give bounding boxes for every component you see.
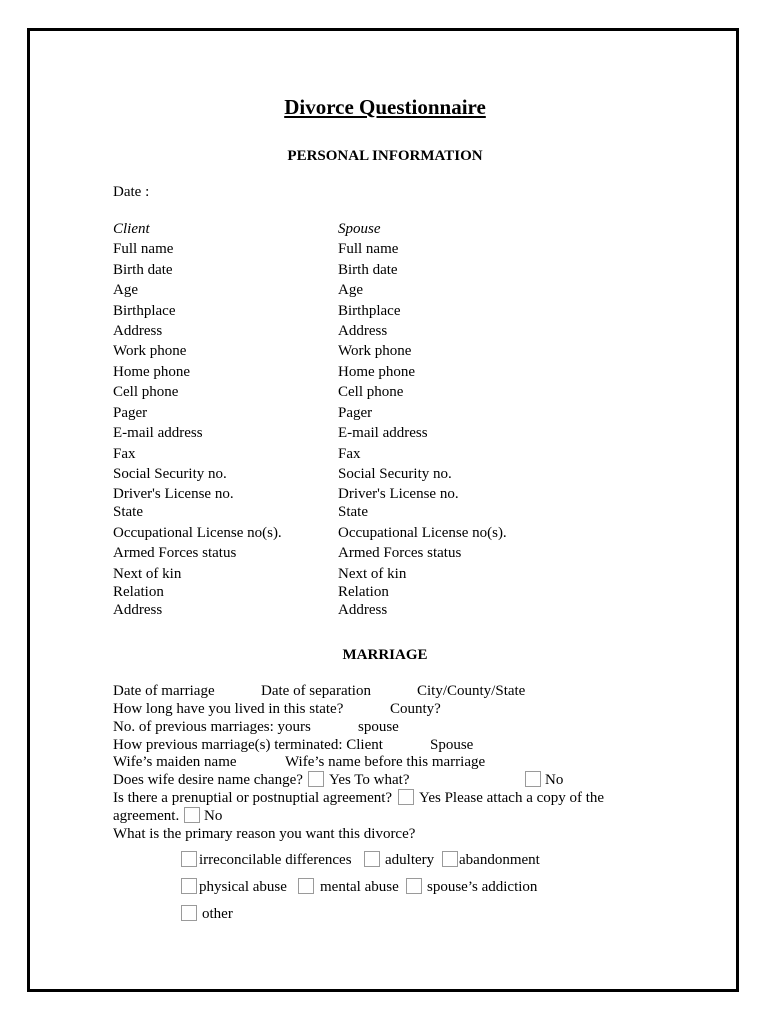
- primary-reason-question: What is the primary reason you want this divorce?: [113, 826, 416, 842]
- spouse-field-label: Address: [338, 602, 388, 618]
- previous-marriages-yours-label: No. of previous marriages: yours: [113, 719, 311, 735]
- city-county-state-label: City/County/State: [417, 683, 526, 699]
- irreconcilable-checkbox[interactable]: [181, 851, 197, 867]
- client-field-label: Next of kin: [113, 566, 182, 582]
- prenup-question: Is there a prenuptial or postnuptial agreement?: [113, 790, 393, 806]
- spouse-field-label: Full name: [338, 241, 399, 257]
- client-field-label: Pager: [113, 405, 148, 421]
- other-checkbox[interactable]: [181, 905, 197, 921]
- client-field-label: Work phone: [113, 343, 187, 359]
- prenup-no-label: No: [204, 808, 223, 824]
- prenup-yes-label: Yes Please attach a copy of the: [419, 790, 605, 806]
- spouse-field-label: Cell phone: [338, 384, 404, 400]
- physical-abuse-label: physical abuse: [199, 879, 287, 895]
- spouse-field-label: Fax: [338, 446, 361, 462]
- spouse-field-label: Work phone: [338, 343, 412, 359]
- client-field-label: Birth date: [113, 262, 173, 278]
- client-field-label: Fax: [113, 446, 136, 462]
- spouse-field-label: Next of kin: [338, 566, 407, 582]
- how-long-lived-label: How long have you lived in this state?: [113, 701, 344, 717]
- client-field-label: Social Security no.: [113, 466, 227, 482]
- county-label: County?: [390, 701, 441, 717]
- client-field-label: Armed Forces status: [113, 545, 237, 561]
- spouse-field-label: Birthplace: [338, 303, 401, 319]
- client-field-label: Full name: [113, 241, 174, 257]
- client-field-label: Address: [113, 323, 163, 339]
- spouse-field-label: Home phone: [338, 364, 416, 380]
- spouse-field-label: Age: [338, 282, 363, 298]
- physical-abuse-checkbox[interactable]: [181, 878, 197, 894]
- adultery-label: adultery: [385, 852, 435, 868]
- wife-maiden-name-label: Wife’s maiden name: [113, 754, 237, 770]
- mental-abuse-label: mental abuse: [320, 879, 399, 895]
- spouse-column-heading: Spouse: [338, 221, 381, 237]
- name-change-yes-label: Yes To what?: [329, 772, 410, 788]
- client-field-label: Occupational License no(s).: [113, 525, 282, 541]
- client-column-heading: Client: [113, 221, 150, 237]
- spouse-field-label: Occupational License no(s).: [338, 525, 507, 541]
- name-change-no-checkbox[interactable]: [525, 771, 541, 787]
- name-change-no-label: No: [545, 772, 564, 788]
- personal-information-heading: PERSONAL INFORMATION: [287, 148, 483, 164]
- client-field-label: Birthplace: [113, 303, 176, 319]
- spouse-field-label: State: [338, 504, 368, 520]
- marriage-heading: MARRIAGE: [342, 647, 428, 663]
- mental-abuse-checkbox[interactable]: [298, 878, 314, 894]
- previous-marriages-spouse-label: spouse: [358, 719, 399, 735]
- irreconcilable-label: irreconcilable differences: [199, 852, 352, 868]
- spouse-field-label: Social Security no.: [338, 466, 452, 482]
- addiction-label: spouse’s addiction: [427, 879, 538, 895]
- abandonment-label: abandonment: [459, 852, 540, 868]
- prenup-agreement-label: agreement.: [113, 808, 180, 824]
- wife-name-before-label: Wife’s name before this marriage: [285, 754, 486, 770]
- client-field-label: E-mail address: [113, 425, 203, 441]
- prenup-no-checkbox[interactable]: [184, 807, 200, 823]
- spouse-field-label: Birth date: [338, 262, 398, 278]
- spouse-field-label: E-mail address: [338, 425, 428, 441]
- spouse-field-label: Driver's License no.: [338, 486, 459, 502]
- previous-termination-client-label: How previous marriage(s) terminated: Client: [113, 737, 383, 753]
- date-of-separation-label: Date of separation: [261, 683, 371, 699]
- client-field-label: Driver's License no.: [113, 486, 234, 502]
- client-field-label: Home phone: [113, 364, 191, 380]
- client-field-label: Cell phone: [113, 384, 179, 400]
- other-label: other: [202, 906, 233, 922]
- client-field-label: Relation: [113, 584, 164, 600]
- name-change-question: Does wife desire name change?: [113, 772, 303, 788]
- client-field-label: State: [113, 504, 143, 520]
- adultery-checkbox[interactable]: [364, 851, 380, 867]
- spouse-field-label: Pager: [338, 405, 373, 421]
- addiction-checkbox[interactable]: [406, 878, 422, 894]
- previous-termination-spouse-label: Spouse: [430, 737, 474, 753]
- prenup-yes-checkbox[interactable]: [398, 789, 414, 805]
- client-field-label: Address: [113, 602, 163, 618]
- spouse-field-label: Address: [338, 323, 388, 339]
- document-title: Divorce Questionnaire: [284, 95, 486, 119]
- date-of-marriage-label: Date of marriage: [113, 683, 215, 699]
- name-change-yes-checkbox[interactable]: [308, 771, 324, 787]
- spouse-field-label: Armed Forces status: [338, 545, 462, 561]
- spouse-field-label: Relation: [338, 584, 389, 600]
- date-label: Date :: [113, 184, 150, 200]
- abandonment-checkbox[interactable]: [442, 851, 458, 867]
- client-field-label: Age: [113, 282, 138, 298]
